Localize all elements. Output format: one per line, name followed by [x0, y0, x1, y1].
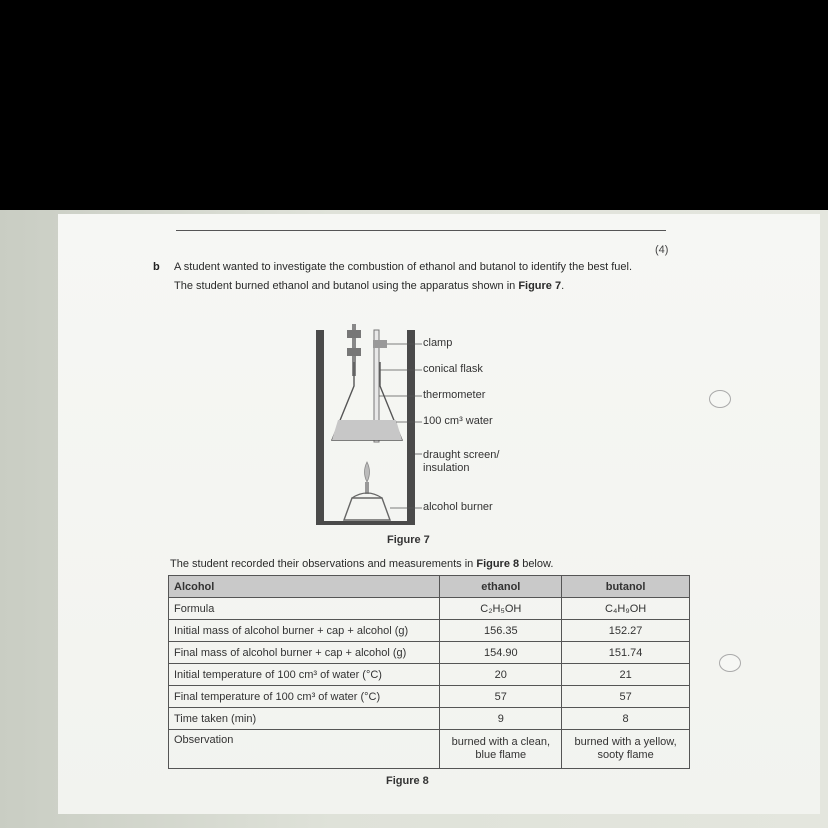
butanol-value: C₄H₉OH	[562, 598, 690, 620]
ethanol-value: 20	[440, 664, 562, 686]
label-alcohol-burner: alcohol burner	[423, 501, 493, 513]
question-line-2-text: The student burned ethanol and butanol using the apparatus shown in	[174, 280, 519, 292]
answer-line	[176, 230, 666, 231]
question-line-2	[174, 280, 564, 292]
burner-body	[344, 498, 390, 520]
binder-hole	[719, 654, 741, 672]
table-header-row	[169, 576, 690, 598]
flame-shape	[365, 462, 370, 482]
figure8-caption: Figure 8	[386, 775, 429, 787]
label-draught-screen: draught screen/	[423, 449, 500, 461]
table-row	[169, 642, 690, 664]
ethanol-value: 57	[440, 686, 562, 708]
header-ethanol: ethanol	[440, 576, 562, 598]
results-table	[168, 575, 690, 769]
butanol-value: 151.74	[562, 642, 690, 664]
table-row	[169, 620, 690, 642]
ethanol-value: 9	[440, 708, 562, 730]
observations-intro-text: The student recorded their observations and measurements in	[170, 558, 477, 570]
label-clamp: clamp	[423, 337, 453, 349]
ethanol-value: 156.35	[440, 620, 562, 642]
ethanol-observation-line2: blue flame	[475, 749, 527, 761]
top-black-area	[0, 0, 828, 210]
table-row-observation	[169, 730, 690, 769]
label-conical-flask: conical flask	[423, 363, 483, 375]
ethanol-observation	[440, 730, 562, 769]
table-row	[169, 664, 690, 686]
ethanol-value: 154.90	[440, 642, 562, 664]
butanol-observation-line1: burned with a yellow,	[574, 736, 677, 748]
header-alcohol: Alcohol	[169, 576, 440, 598]
thermometer-clamp	[373, 340, 387, 348]
binder-hole	[709, 390, 731, 408]
figure8-reference: Figure 8	[476, 558, 520, 570]
clamp-boss-lower	[347, 348, 361, 356]
table-row	[169, 598, 690, 620]
label-thermometer: thermometer	[423, 389, 486, 401]
burner-wick	[365, 482, 369, 494]
figure7-caption: Figure 7	[387, 534, 430, 546]
butanol-value: 57	[562, 686, 690, 708]
question-letter: b	[153, 261, 160, 273]
observations-intro-end: below.	[519, 558, 554, 570]
row-label: Observation	[169, 730, 440, 769]
row-label: Initial temperature of 100 cm³ of water (°C)	[169, 664, 440, 686]
clamp-boss-upper	[347, 330, 361, 338]
butanol-observation-line2: sooty flame	[597, 749, 654, 761]
butanol-value: 152.27	[562, 620, 690, 642]
ethanol-value: C₂H₅OH	[440, 598, 562, 620]
label-water: 100 cm³ water	[423, 415, 493, 427]
table-row	[169, 708, 690, 730]
draught-screen-base	[316, 521, 415, 525]
question-line-1: A student wanted to investigate the combustion of ethanol and butanol to identify the best fuel.	[174, 261, 633, 273]
header-butanol: butanol	[562, 576, 690, 598]
row-label: Final temperature of 100 cm³ of water (°C)	[169, 686, 440, 708]
row-label: Time taken (min)	[169, 708, 440, 730]
row-label: Final mass of alcohol burner + cap + alcohol (g)	[169, 642, 440, 664]
observations-intro	[170, 558, 553, 570]
label-insulation: insulation	[423, 462, 470, 474]
draught-screen-right	[407, 330, 415, 524]
butanol-observation	[562, 730, 690, 769]
draught-screen-left	[316, 330, 324, 524]
figure7-reference: Figure 7	[518, 280, 562, 292]
ethanol-observation-line1: burned with a clean,	[451, 736, 551, 748]
row-label: Formula	[169, 598, 440, 620]
flask-water	[332, 420, 402, 440]
marks-label: (4)	[655, 244, 669, 256]
figure7-apparatus-diagram	[310, 322, 510, 528]
table-row	[169, 686, 690, 708]
row-label: Initial mass of alcohol burner + cap + alcohol (g)	[169, 620, 440, 642]
butanol-value: 8	[562, 708, 690, 730]
question-line-2-end: .	[561, 280, 565, 292]
butanol-value: 21	[562, 664, 690, 686]
